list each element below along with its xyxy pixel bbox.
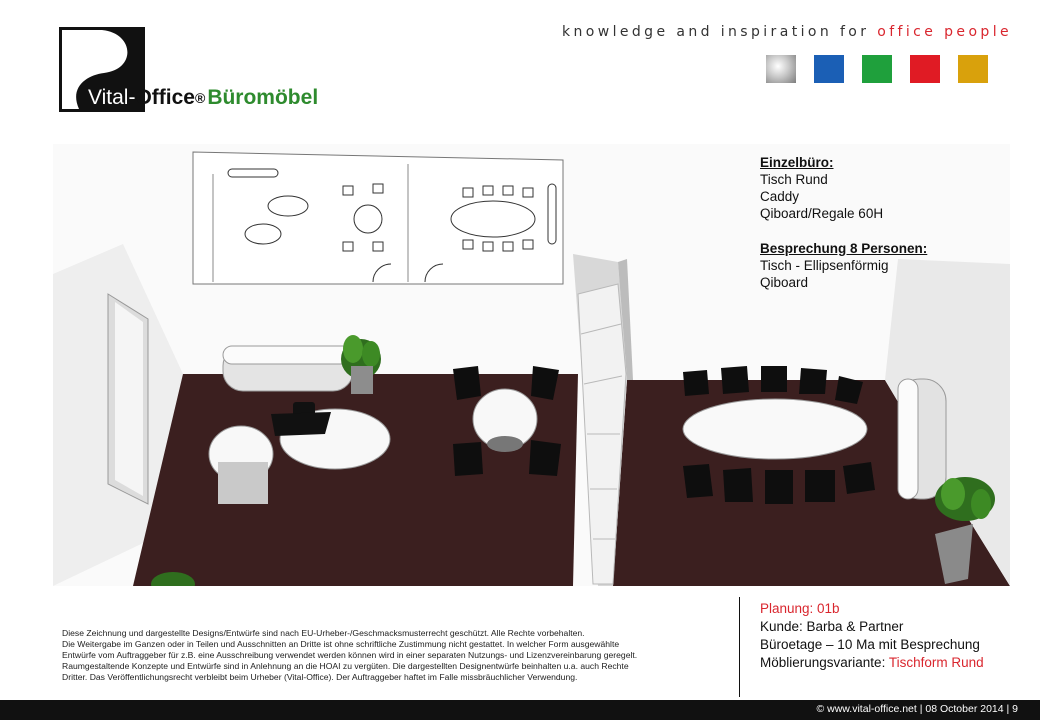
einzelbuero-item-3: Qiboard/Regale 60H bbox=[760, 206, 884, 221]
einzelbuero-title: Einzelbüro: bbox=[760, 155, 834, 170]
footer-divider bbox=[739, 597, 740, 697]
brand-wordmark bbox=[88, 86, 318, 110]
besprechung-title: Besprechung 8 Personen: bbox=[760, 241, 928, 256]
besprechung-item-2: Qiboard bbox=[760, 275, 809, 290]
disclaimer-line: Die Weitergabe im Ganzen oder in Teilen und Ausschnitten an Dritte ist ohne schriftliche Zustimmung nicht gestattet. In welcher Form ausgewählte bbox=[62, 639, 620, 649]
besprechung-item-1: Tisch - Ellipsenförmig bbox=[760, 258, 889, 273]
brand-office: Office bbox=[135, 86, 195, 109]
footer-text: © www.vital-office.net | 08 October 2014 | 9 bbox=[816, 703, 1018, 715]
brand-registered: ® bbox=[194, 90, 206, 106]
planung-label: Planung: 01b bbox=[760, 601, 840, 616]
disclaimer-line: Entwürfe vom Auftraggeber für z.B. eine Ausschreibung verwendet werden können wird in einer separaten Nutzungs- und Lizenzvereinbarung geregelt. bbox=[62, 650, 638, 660]
color-swatch-blue bbox=[814, 55, 844, 83]
tagline-accent: office people bbox=[877, 24, 1012, 40]
disclaimer-line: Dritter. Das Veröffentlichungsrecht verbleibt beim Urheber (Vital-Office). Der Auftraggeber haftet im Falle missbräuchlicher Verwendung. bbox=[62, 672, 578, 682]
variante-value: Tischform Rund bbox=[888, 655, 984, 670]
disclaimer-line: Raumgestaltende Konzepte und Entwürfe sind in Anlehnung an die HOAI zu vergüten. Die dargestellten Designentwürfe beinhalten u.a. auch Rechte bbox=[62, 661, 629, 671]
brand-buromobel: Büromöbel bbox=[207, 86, 319, 109]
disclaimer-line: Diese Zeichnung und dargestellte Designs/Entwürfe sind nach EU-Urheber-/Geschmacksmusterrecht geschützt. Alle Rechte vorbehalten. bbox=[62, 628, 585, 638]
color-swatch-silver bbox=[766, 55, 796, 83]
brand-vital: Vital- bbox=[88, 86, 136, 109]
variante-line bbox=[760, 654, 984, 671]
buroetage-label: Büroetage – 10 Ma mit Besprechung bbox=[760, 637, 980, 652]
tagline-main: knowledge and inspiration for bbox=[562, 24, 878, 40]
einzelbuero-item-2: Caddy bbox=[760, 189, 800, 204]
copyright-disclaimer bbox=[62, 628, 737, 683]
variante-label: Möblierungsvariante: bbox=[760, 655, 889, 670]
color-swatch-gold bbox=[958, 55, 988, 83]
color-swatch-green bbox=[862, 55, 892, 83]
color-swatch-red bbox=[910, 55, 940, 83]
inset-floor-plan bbox=[193, 152, 563, 284]
kunde-label: Kunde: Barba & Partner bbox=[760, 619, 904, 634]
einzelbuero-item-1: Tisch Rund bbox=[760, 172, 828, 187]
tagline bbox=[562, 24, 1012, 40]
